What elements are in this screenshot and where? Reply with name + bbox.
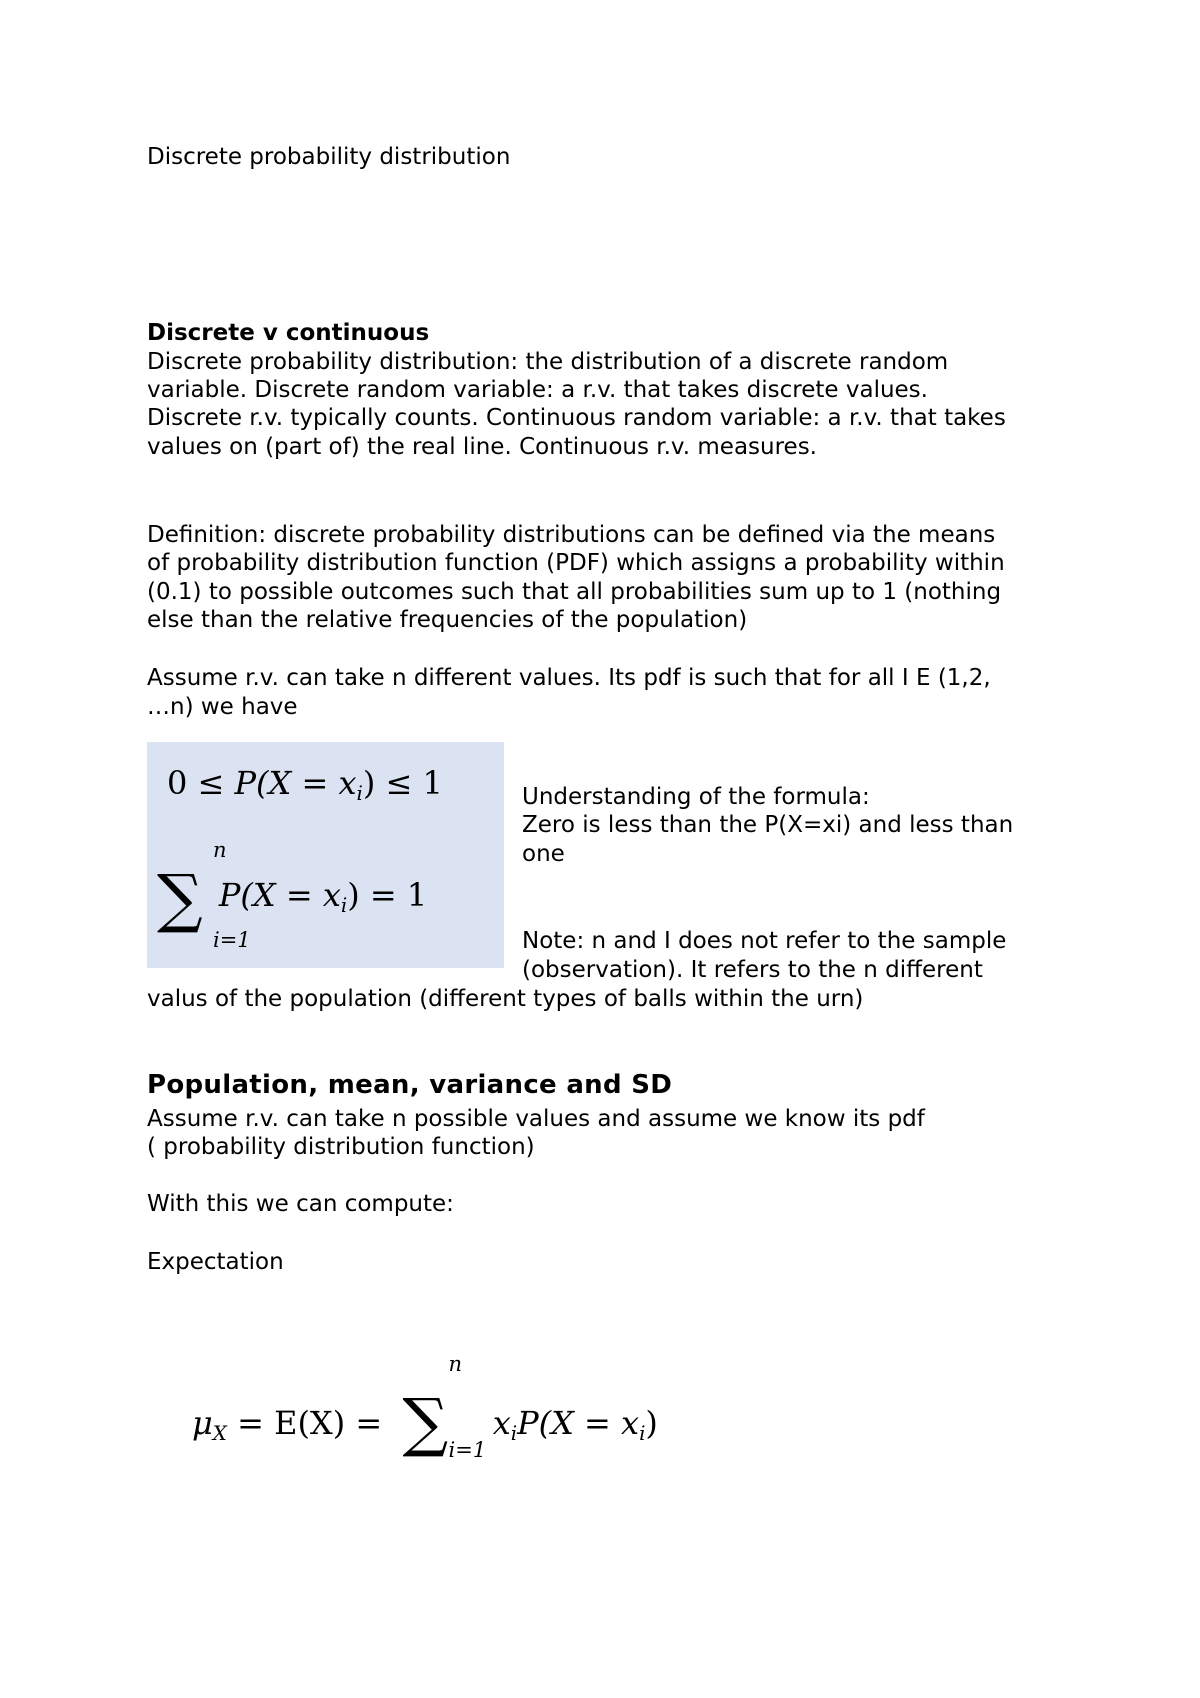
probability-sum-formula: ∑ n i=1 P(X = xi) = 1 [157, 838, 428, 952]
definition-line: Definition: discrete probability distributions can be defined via the means [147, 522, 996, 548]
section2-line: ( probability distribution function) [147, 1134, 535, 1160]
section1-line: variable. Discrete random variable: a r.v. that takes discrete values. [147, 377, 928, 403]
sigma-symbol: ∑ [402, 1386, 449, 1460]
assume-line: …n) we have [147, 694, 298, 720]
note-continuation: valus of the population (different types of balls within the urn) [147, 986, 864, 1012]
pdf-formula-box [147, 742, 504, 968]
definition-line: else than the relative frequencies of the population) [147, 607, 748, 633]
section1-line: Discrete probability distribution: the distribution of a discrete random [147, 349, 949, 375]
section1-line: Discrete r.v. typically counts. Continuous random variable: a r.v. that takes [147, 405, 1006, 431]
expectation-label: Expectation [147, 1249, 284, 1275]
understanding-line: Zero is less than the P(X=xi) and less than [522, 812, 1014, 838]
note-line: (observation). It refers to the n different [522, 957, 983, 983]
understanding-line: Understanding of the formula: [522, 784, 870, 810]
expectation-formula: μX = E(X) = ∑ n i=1 xiP(X = xi) [192, 1352, 658, 1462]
section-heading-discrete-v-continuous: Discrete v continuous [147, 320, 430, 346]
sigma-symbol: ∑ [157, 862, 203, 936]
understanding-line: one [522, 841, 565, 867]
definition-line: of probability distribution function (PDF) which assigns a probability within [147, 550, 1005, 576]
compute-line: With this we can compute: [147, 1191, 454, 1217]
section1-line: values on (part of) the real line. Continuous r.v. measures. [147, 434, 817, 460]
section2-line: Assume r.v. can take n possible values and assume we know its pdf [147, 1106, 925, 1132]
section-heading-population: Population, mean, variance and SD [147, 1070, 673, 1100]
assume-line: Assume r.v. can take n different values. Its pdf is such that for all I E (1,2, [147, 665, 991, 691]
note-line: Note: n and I does not refer to the sample [522, 928, 1007, 954]
document-title: Discrete probability distribution [147, 144, 511, 170]
definition-line: (0.1) to possible outcomes such that all probabilities sum up to 1 (nothing [147, 579, 1002, 605]
probability-bounds-formula: 0 ≤ P(X = xi) ≤ 1 [167, 764, 443, 805]
